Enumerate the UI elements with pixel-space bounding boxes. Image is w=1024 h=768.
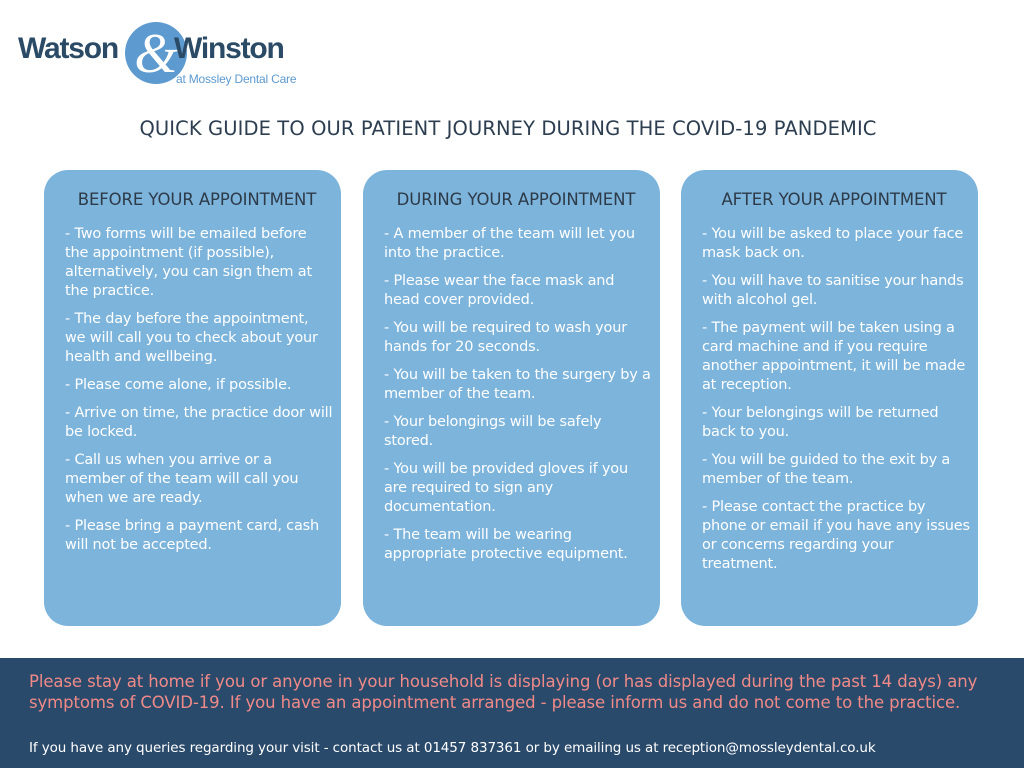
card-heading: AFTER YOUR APPOINTMENT (721, 190, 947, 209)
list-item: - You will be guided to the exit by a member of the team. (702, 452, 951, 487)
list-item: - Please contact the practice by phone or email if you have any issues or concerns regarding your treatment. (702, 499, 970, 572)
list-item: - Your belongings will be safely stored. (384, 414, 602, 449)
card-heading: DURING YOUR APPOINTMENT (396, 190, 636, 209)
footer-banner (0, 658, 1024, 768)
list-item: - The payment will be taken using a card machine and if you require another appointment, it will be made at reception. (702, 320, 966, 393)
card-heading: BEFORE YOUR APPOINTMENT (77, 190, 317, 209)
covid-warning: Please stay at home if you or anyone in your household is displaying (or has displayed during the past 14 days) any symptoms of COVID-19. If you have an appointment arranged - please inform us and do not come to the practice. (29, 672, 978, 712)
list-item: - Call us when you arrive or a member of the team will call you when we are ready. (65, 452, 299, 506)
list-item: - Please bring a payment card, cash will not be accepted. (65, 518, 319, 553)
list-item: - Please wear the face mask and head cover provided. (384, 273, 615, 308)
logo-word-watson: Watson (18, 32, 119, 65)
logo-subtitle: at Mossley Dental Care (176, 72, 297, 86)
page-title: QUICK GUIDE TO OUR PATIENT JOURNEY DURING THE COVID-19 PANDEMIC (139, 117, 877, 140)
list-item: - Your belongings will be returned back to you. (702, 405, 939, 440)
list-item: - Please come alone, if possible. (65, 377, 292, 393)
list-item: - Two forms will be emailed before the appointment (if possible), alternatively, you can sign them at the practice. (65, 226, 312, 299)
list-item: - A member of the team will let you into the practice. (384, 226, 635, 261)
list-item: - You will be provided gloves if you are required to sign any documentation. (384, 461, 628, 515)
list-item: - You will be required to wash your hands for 20 seconds. (384, 320, 627, 355)
list-item: - You will have to sanitise your hands with alcohol gel. (702, 273, 964, 308)
list-item: - You will be asked to place your face mask back on. (702, 226, 964, 261)
list-item: - The day before the appointment, we will call you to check about your health and wellbeing. (65, 311, 318, 365)
logo-word-winston: Winston (174, 32, 284, 65)
list-item: - You will be taken to the surgery by a member of the team. (384, 367, 651, 402)
contact-info: If you have any queries regarding your visit - contact us at 01457 837361 or by emailing us at reception@mossleydental.co.uk (29, 740, 876, 756)
card-after-appointment (681, 170, 978, 626)
practice-logo (18, 20, 328, 92)
card-during-appointment (363, 170, 660, 626)
card-before-appointment (44, 170, 341, 626)
list-item: - Arrive on time, the practice door will be locked. (65, 405, 333, 440)
list-item: - The team will be wearing appropriate protective equipment. (384, 527, 628, 562)
logo-ampersand: & (134, 23, 178, 85)
